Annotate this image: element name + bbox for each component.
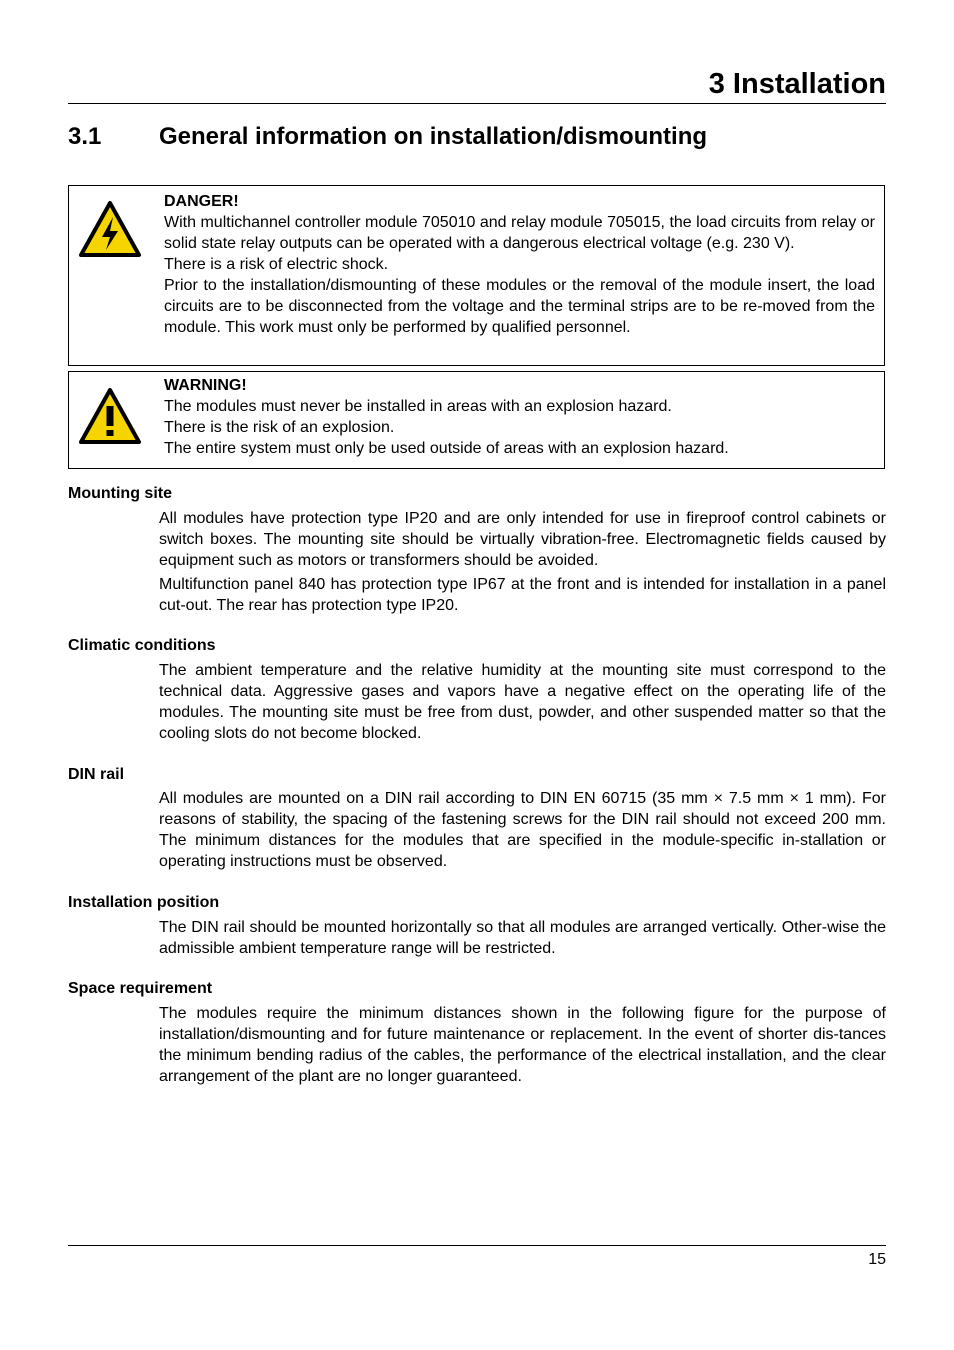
warning-title: WARNING! [164, 377, 247, 394]
paragraph: The modules require the minimum distances shown in the following figure for the purpose of installation/dismounting and for future maintenance or replacement. In the event of shorter dis-tances the minimum bending radius of the cables, the performance of the electrical installation, and the clear arrangement of the plant are no longer guaranteed. [159, 1005, 886, 1085]
warning-line: The entire system must only be used outside of areas with an explosion hazard. [164, 440, 729, 457]
paragraph: Multifunction panel 840 has protection type IP67 at the front and is intended for installation in a panel cut-out. The rear has protection type IP20. [159, 576, 886, 614]
subheading-climatic-conditions: Climatic conditions [68, 637, 216, 654]
electrical-hazard-icon [78, 200, 142, 258]
danger-text [164, 191, 875, 338]
subheading-din-rail: DIN rail [68, 766, 125, 783]
danger-title: DANGER! [164, 193, 239, 210]
footer-divider [68, 1245, 886, 1246]
section-heading [68, 120, 707, 154]
chapter-title: 3 Installation [708, 68, 886, 100]
subheading-installation-position: Installation position [68, 894, 220, 911]
warning-line: There is the risk of an explosion. [164, 419, 395, 436]
warning-line: The modules must never be installed in areas with an explosion hazard. [164, 398, 672, 415]
subheading-mounting-site: Mounting site [68, 485, 172, 502]
page-number: 15 [868, 1251, 886, 1268]
danger-line: With multichannel controller module 705010 and relay module 705015, the load circuits from relay or solid state relay outputs can be operated with a dangerous electrical voltage (e.g. 230 V). [164, 214, 875, 252]
paragraph: All modules are mounted on a DIN rail according to DIN EN 60715 (35 mm × 7.5 mm × 1 mm). For reasons of stability, the spacing of the fastening screws for the DIN rail should not exceed 200 mm. The minimum distances for the modules that are specified in the module-specific in-stallation or operating instructions must be observed. [159, 790, 886, 870]
paragraph: The DIN rail should be mounted horizontally so that all modules are arranged vertically. Other-wise the admissible ambient temperature range will be restricted. [159, 919, 886, 957]
header-divider [68, 103, 886, 104]
section-title: General information on installation/dismounting [159, 123, 708, 150]
danger-line: Prior to the installation/dismounting of these modules or the removal of the module insert, the load circuits are to be disconnected from the voltage and the terminal strips are to be re-moved from the module. This work must only be performed by qualified personnel. [164, 277, 875, 336]
paragraph: All modules have protection type IP20 and are only intended for use in fireproof control cabinets or switch boxes. The mounting site should be virtually vibration-free. Electromagnetic fields caused by equipment such as motors or transformers should be avoided. [159, 510, 886, 569]
warning-text [164, 375, 875, 459]
danger-notice [68, 185, 885, 366]
warning-triangle-icon [78, 387, 142, 445]
warning-notice [68, 371, 885, 469]
paragraph: The ambient temperature and the relative humidity at the mounting site must correspond to the technical data. Aggressive gases and vapors have a negative effect on the operating life of the modules. The mounting site must be free from dust, powder, and other suspended matter so that the cooling slots do not become blocked. [159, 662, 886, 742]
danger-line: There is a risk of electric shock. [164, 256, 389, 273]
section-number: 3.1 [68, 123, 102, 150]
subheading-space-requirement: Space requirement [68, 980, 213, 997]
